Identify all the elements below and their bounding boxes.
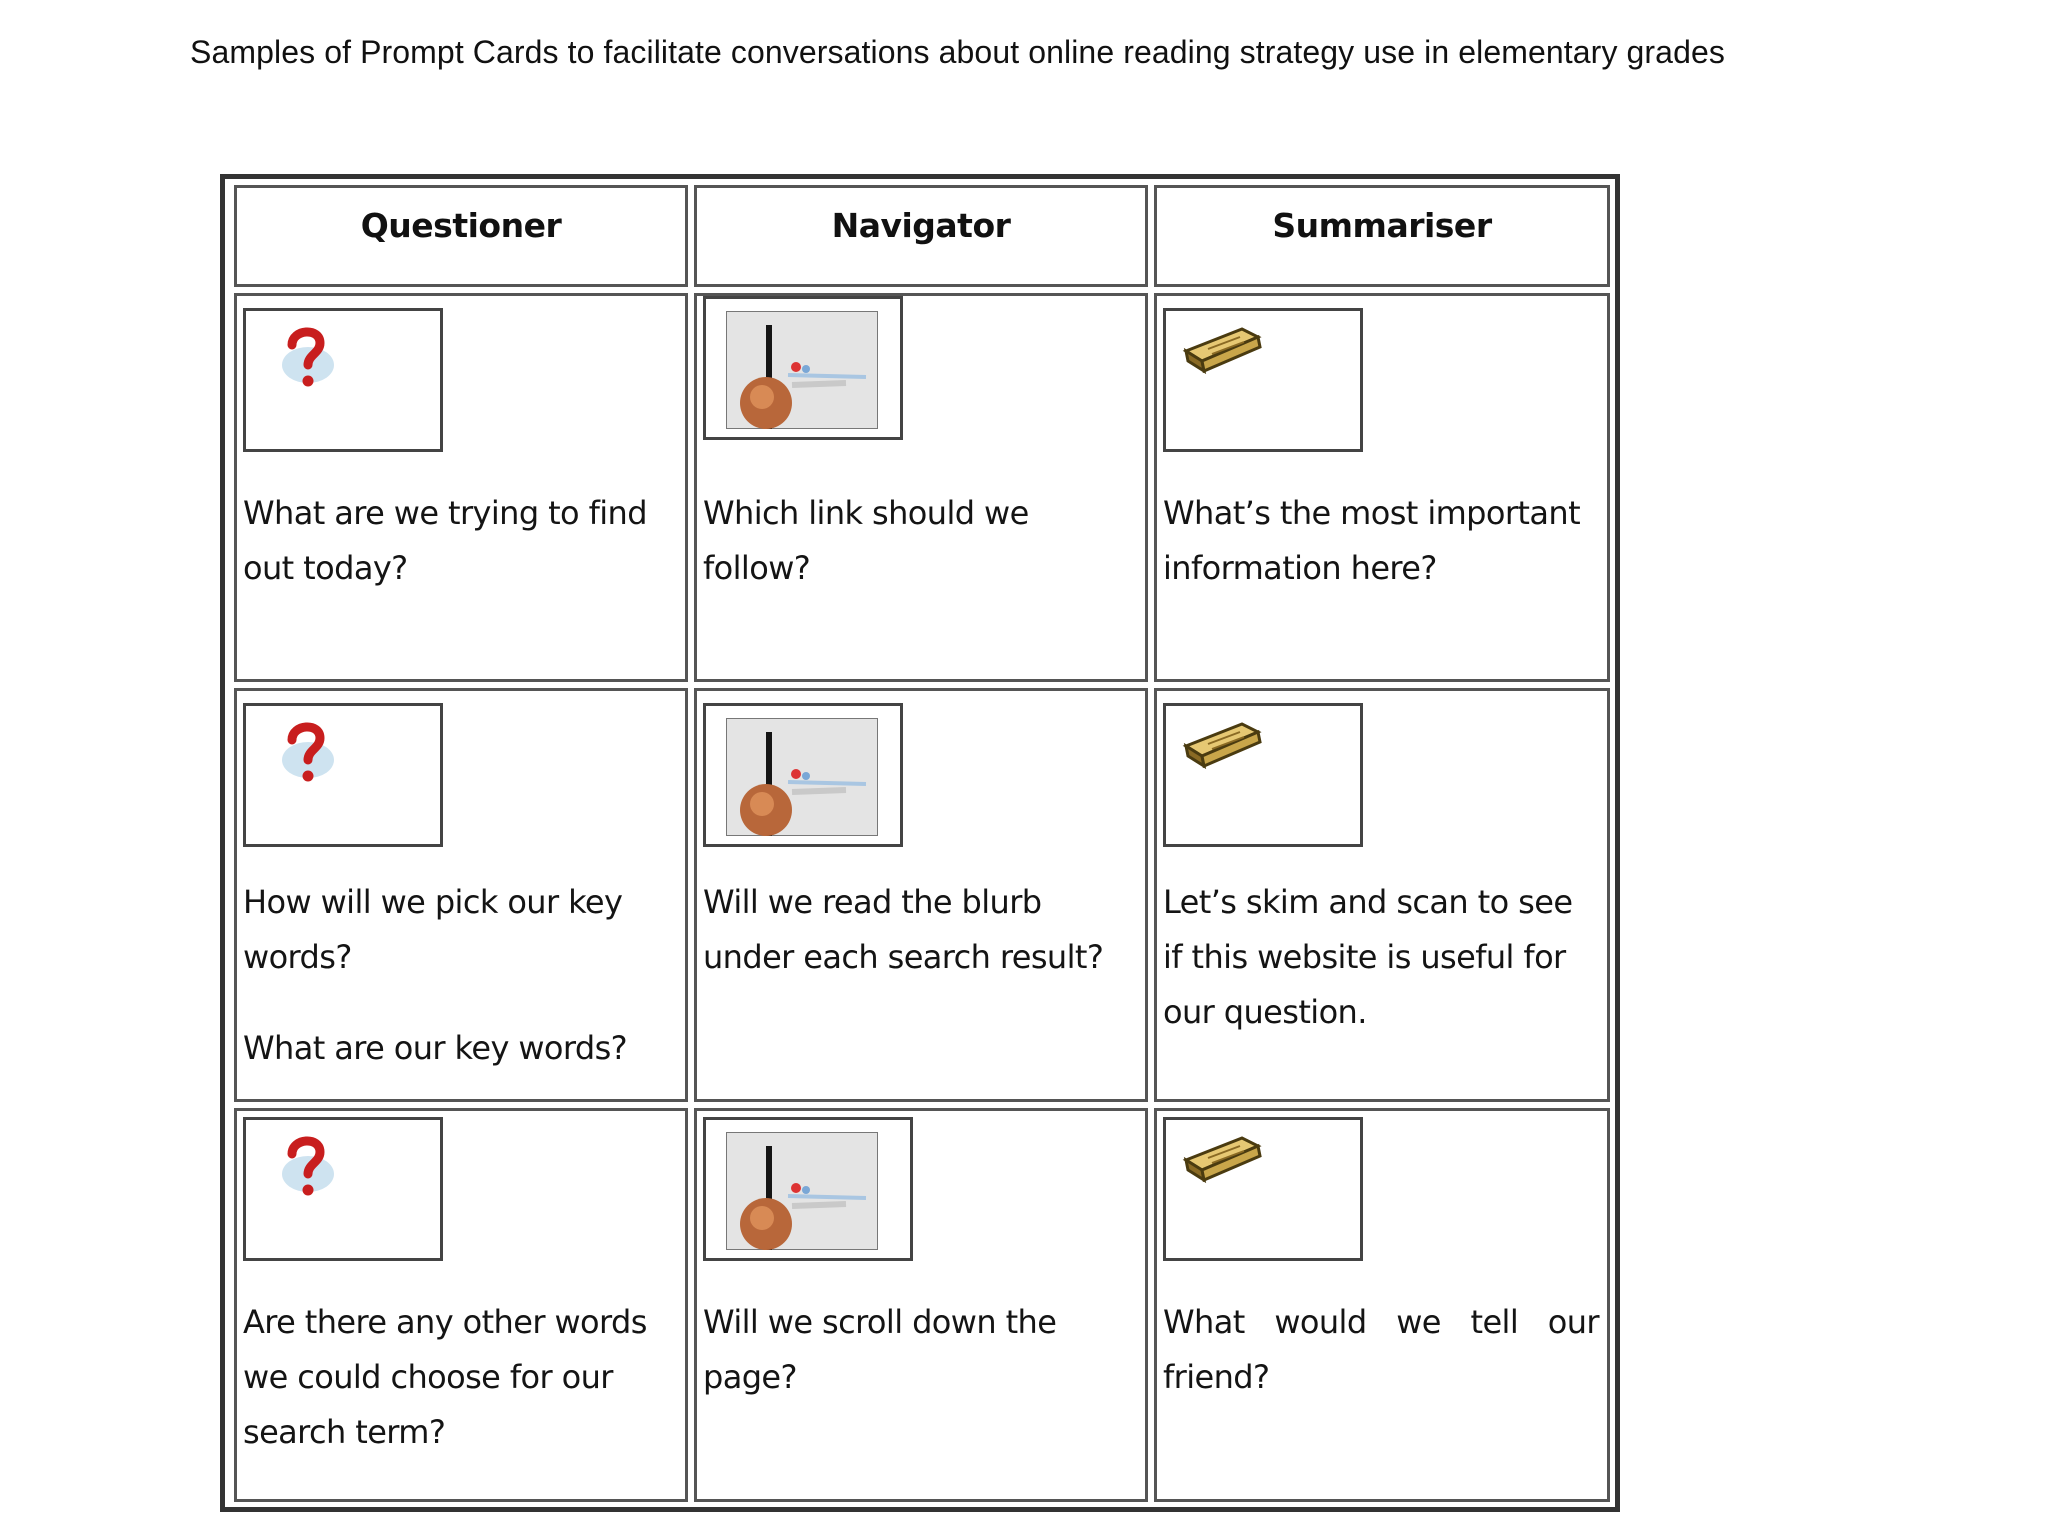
question-mark-icon xyxy=(276,718,336,788)
header-summariser xyxy=(1154,185,1610,287)
card-summariser-1 xyxy=(1154,293,1610,682)
card-text xyxy=(243,486,677,596)
card-text xyxy=(1163,486,1599,596)
card-image-frame xyxy=(243,308,443,452)
card-text xyxy=(243,1295,677,1460)
card-image-frame xyxy=(703,296,903,440)
header-label: Questioner xyxy=(360,206,562,245)
question-mark-icon xyxy=(276,1132,336,1202)
prompt-text: What would we tell our friend? xyxy=(1163,1303,1599,1396)
card-questioner-3 xyxy=(234,1108,688,1502)
card-navigator-1 xyxy=(694,293,1148,682)
question-mark-icon xyxy=(276,323,336,393)
prompt-text: What are our key words? xyxy=(243,1029,628,1067)
prompt-text: How will we pick our key words? xyxy=(243,883,623,976)
card-image-frame xyxy=(703,703,903,847)
navigator-photo-icon xyxy=(726,718,878,836)
prompt-text: What’s the most important information here? xyxy=(1163,494,1581,587)
card-questioner-2 xyxy=(234,688,688,1102)
navigator-photo-icon xyxy=(726,311,878,429)
header-label: Summariser xyxy=(1272,206,1492,245)
card-image-frame xyxy=(243,703,443,847)
card-image-frame xyxy=(1163,308,1363,452)
card-text xyxy=(1163,1295,1599,1405)
header-navigator xyxy=(694,185,1148,287)
prompt-text: Let’s skim and scan to see if this website is useful for our question. xyxy=(1163,883,1573,1031)
book-icon xyxy=(1182,716,1266,772)
header-label: Navigator xyxy=(831,206,1011,245)
card-image-frame xyxy=(703,1117,913,1261)
prompt-text: Are there any other words we could choose for our search term? xyxy=(243,1303,647,1451)
prompt-text: Which link should we follow? xyxy=(703,494,1029,587)
card-summariser-2 xyxy=(1154,688,1610,1102)
card-text xyxy=(703,486,1137,596)
card-text xyxy=(703,1295,1137,1405)
header-questioner xyxy=(234,185,688,287)
card-image-frame xyxy=(1163,1117,1363,1261)
card-text xyxy=(1163,875,1599,1040)
card-summariser-3 xyxy=(1154,1108,1610,1502)
card-navigator-2 xyxy=(694,688,1148,1102)
page-title: Samples of Prompt Cards to facilitate conversations about online reading strategy use in elementary grades xyxy=(190,34,1725,70)
card-text xyxy=(703,875,1137,985)
card-navigator-3 xyxy=(694,1108,1148,1502)
card-image-frame xyxy=(243,1117,443,1261)
prompt-text: Will we scroll down the page? xyxy=(703,1303,1057,1396)
card-text xyxy=(243,875,677,1076)
prompt-cards-table xyxy=(220,174,1620,1512)
prompt-text: Will we read the blurb under each search result? xyxy=(703,883,1104,976)
card-image-frame xyxy=(1163,703,1363,847)
book-icon xyxy=(1182,321,1266,377)
navigator-photo-icon xyxy=(726,1132,878,1250)
card-questioner-1 xyxy=(234,293,688,682)
prompt-text: What are we trying to find out today? xyxy=(243,494,647,587)
book-icon xyxy=(1182,1130,1266,1186)
